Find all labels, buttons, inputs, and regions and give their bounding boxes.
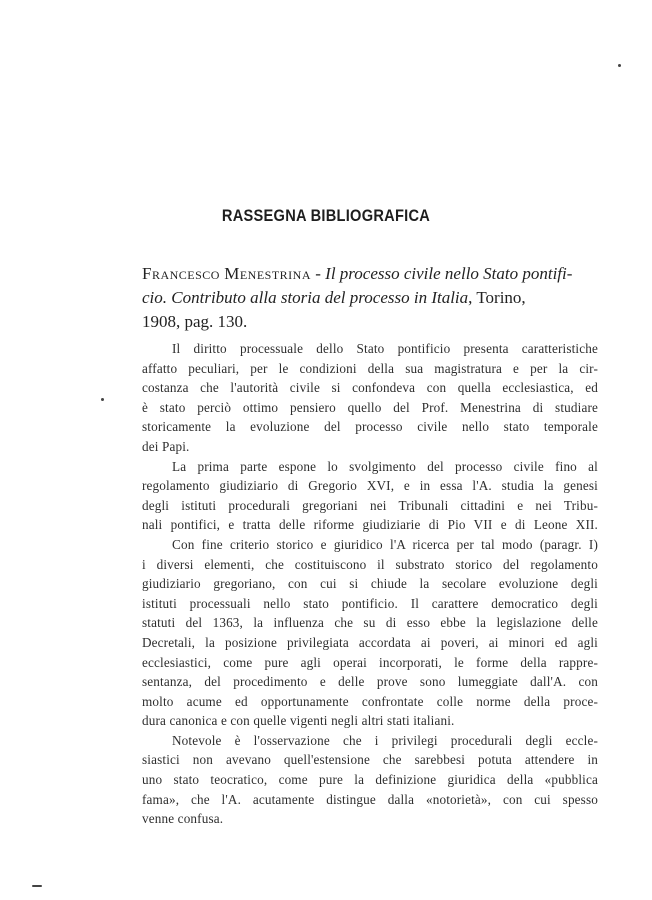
body-line: statuti del 1363, la influenza che su di esso ebbe la legislazione delle <box>142 615 598 631</box>
body-line: storicamente la evoluzione del processo civile nello stato temporale <box>142 419 598 435</box>
body-line: i diversi elementi, che costituiscono il substrato storico del regolamento <box>142 556 598 572</box>
body-line: Decretali, la posizione privilegiata accordata ai poveri, ai minori ed agli <box>142 634 598 650</box>
body-line: costanza che l'autorità civile si confondeva con quella ecclesiastica, ed <box>142 380 598 396</box>
body-line: regolamento giudiziario di Gregorio XVI, e in essa l'A. studia la genesi <box>142 478 598 494</box>
body-line: La prima parte espone lo svolgimento del processo civile fino al <box>172 458 598 474</box>
body-line: nali pontifici, e tratta delle riforme giudiziarie di Pio VII e di Leone XII. <box>142 517 598 533</box>
scan-speck <box>101 398 104 401</box>
body-line: dei Papi. <box>142 438 190 454</box>
author-first-name: Francesco <box>142 264 220 283</box>
book-title-part-1: Il processo civile nello Stato pontifi- <box>325 264 573 283</box>
body-line: Notevole è l'osservazione che i privilegi procedurali degli eccle- <box>172 732 598 748</box>
body-line: venne confusa. <box>142 811 224 827</box>
body-line: fama», che l'A. acutamente distingue dalla «notorietà», con cui spesso <box>142 791 598 807</box>
body-line: è stato perciò ottimo pensiero quello del Prof. Menestrina di studiare <box>142 399 598 415</box>
scan-speck <box>32 885 42 887</box>
section-heading: RASSEGNA BIBLIOGRAFICA <box>221 206 431 225</box>
citation-line-3 <box>142 310 602 334</box>
body-line: siastici non avevano quell'estensione che sarebbesi potuta attendere in <box>142 752 598 768</box>
book-title-part-2: cio. Contributo alla storia del processo in Italia <box>142 288 469 307</box>
review-body <box>142 339 598 829</box>
citation-separator: - <box>311 264 326 283</box>
author-last-name: Menestrina <box>224 264 311 283</box>
publication-place: , Torino, <box>468 288 526 307</box>
body-line: dura canonica e con quelle vigenti negli altri stati italiani. <box>142 713 455 729</box>
citation-line-2 <box>142 286 602 310</box>
scan-speck <box>618 64 621 67</box>
body-line: molto acume ed opportunamente confrontate colle norme della proce- <box>142 693 598 709</box>
body-line: Con fine criterio storico e giuridico l'A ricerca per tal modo (paragr. I) <box>172 536 598 552</box>
body-line: ecclesiastici, come pure agli operai incorporati, le forme della rappre- <box>142 654 598 670</box>
bibliographic-citation <box>142 262 602 334</box>
body-line: degli istituti procedurali gregoriani nei Tribunali cittadini e nei Tribu- <box>142 497 598 513</box>
citation-line-1 <box>142 262 602 286</box>
body-line: affatto peculiari, per le condizioni della sua magistratura e per la cir- <box>142 360 598 376</box>
body-line: istituti processuali nello stato pontificio. Il carattere democratico degli <box>142 595 598 611</box>
body-line: Il diritto processuale dello Stato pontificio presenta caratteristiche <box>172 341 598 356</box>
body-line: sentanza, del procedimento e delle prove sono lumeggiate dall'A. con <box>142 674 598 690</box>
body-line: giudiziario gregoriano, con cui si chiude la secolare evoluzione degli <box>142 576 598 592</box>
publication-year-pages: 1908, pag. 130. <box>142 312 248 331</box>
body-line: uno stato teocratico, come pure la definizione giuridica della «pubblica <box>142 772 598 788</box>
